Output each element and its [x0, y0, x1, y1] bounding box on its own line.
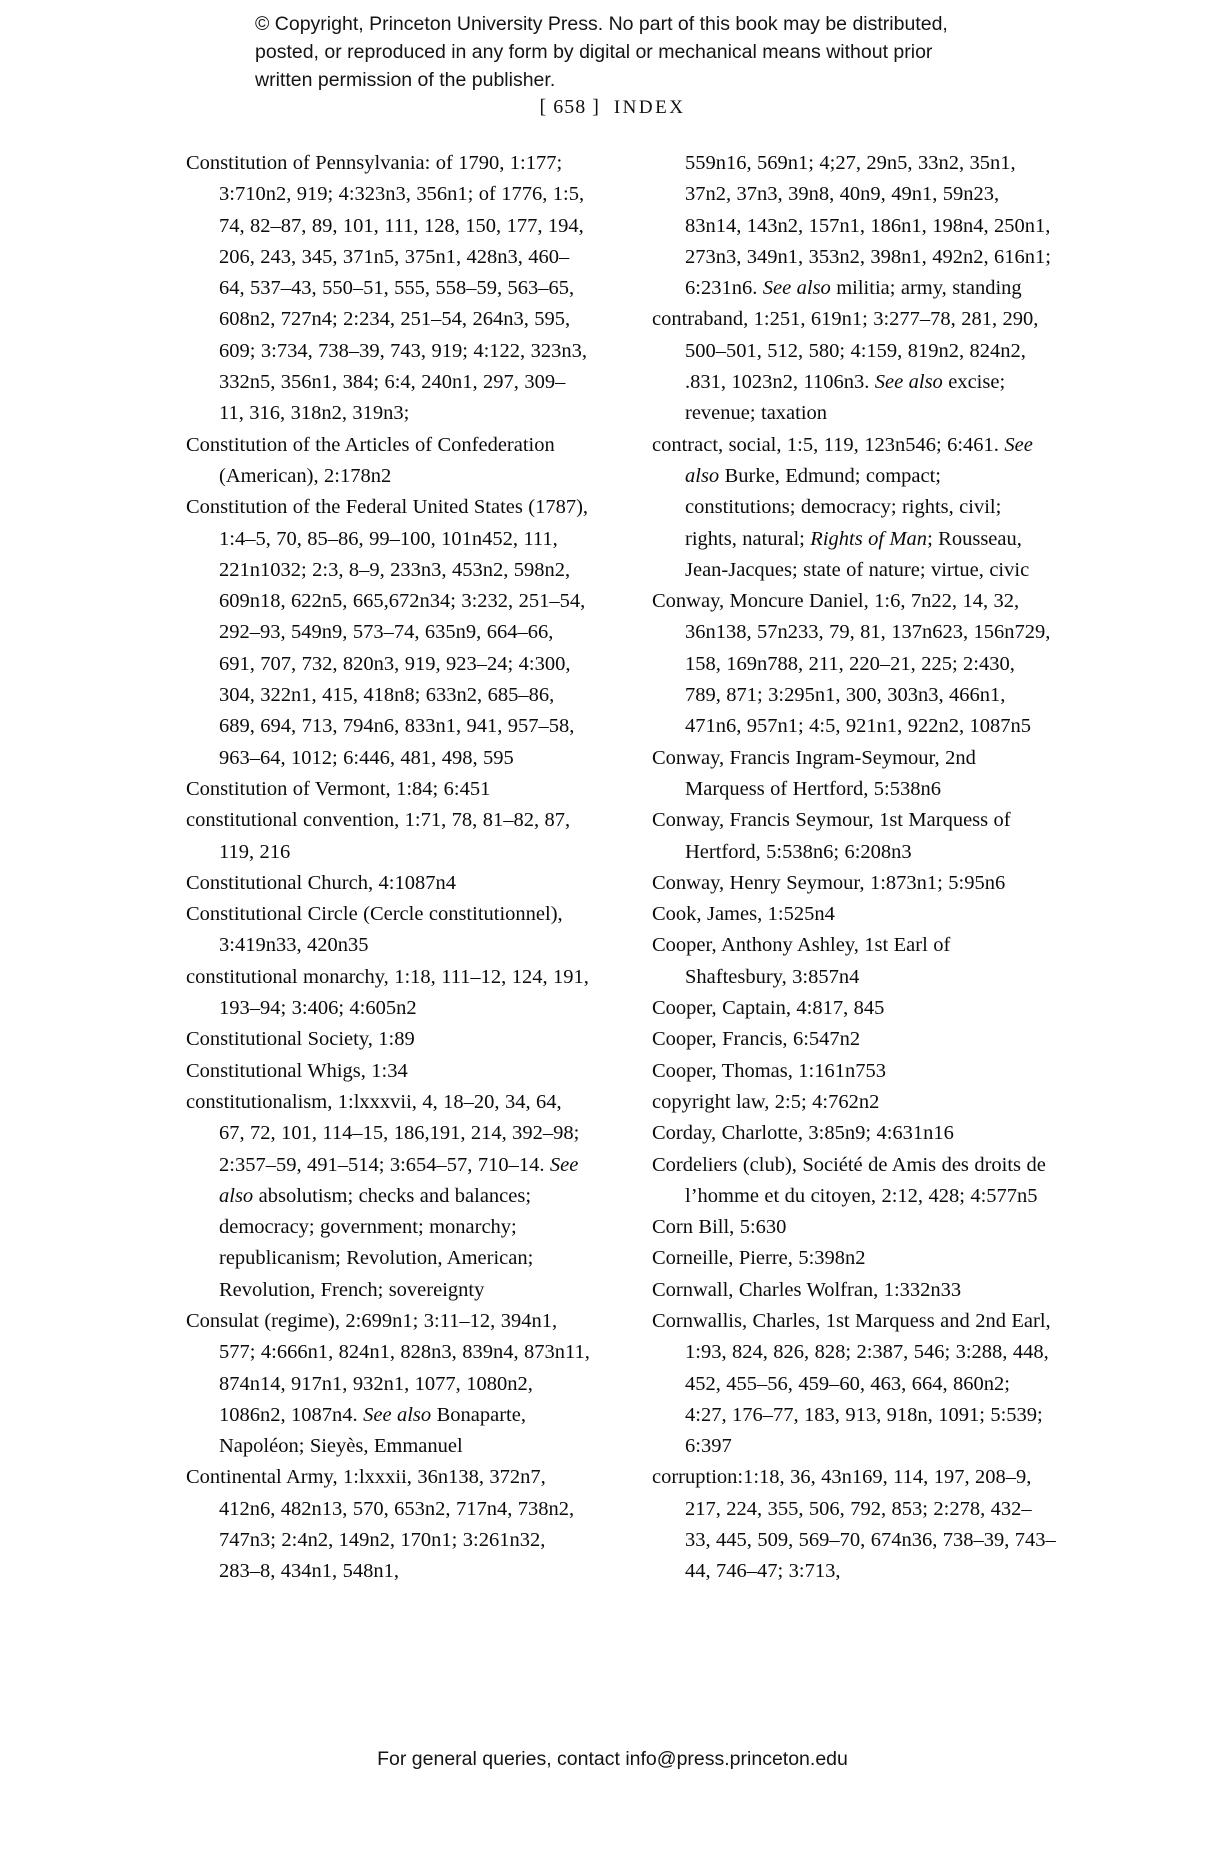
- index-entry: Cooper, Francis, 6:547n2: [652, 1028, 861, 1051]
- index-entry: Corday, Charlotte, 3:85n9; 4:631n16: [652, 1122, 954, 1145]
- index-entry: Cooper, Anthony Ashley, 1st Earl of Shaftesbury, 3:857n4: [652, 934, 951, 988]
- index-entry: Conway, Francis Ingram-Seymour, 2nd Marquess of Hertford, 5:538n6: [652, 746, 976, 800]
- index-entry: Constitution of Pennsylvania: of 1790, 1:177; 3:710n2, 919; 4:323n3, 356n1; of 1776, 1:5, 74, 82–87, 89, 101, 111, 128, 150, 177, 194, 206, 243, 345, 371n5, 375n1, 428n3, 460–64, 537–43, 550–51, 555, 558–59, 563–65, 608n2, 727n4; 2:234, 251–54, 264n3, 595, 609; 3:734, 738–39, 743, 919; 4:122, 323n3, 332n5, 356n1, 384; 6:4, 240n1, 297, 309–11, 316, 318n2, 319n3;: [186, 152, 587, 425]
- index-entry: Constitution of the Federal United States (1787), 1:4–5, 70, 85–86, 99–100, 101n452, 111, 221n1032; 2:3, 8–9, 233n3, 453n2, 598n2, 609n18, 622n5, 665,672n34; 3:232, 251–54, 292–93, 549n9, 573–74, 635n9, 664–66, 691, 707, 732, 820n3, 919, 923–24; 4:300, 304, 322n1, 415, 418n8; 633n2, 685–86, 689, 694, 713, 794n6, 833n1, 941, 957–58, 963–64, 1012; 6:446, 481, 498, 595: [186, 496, 589, 769]
- index-entry-continued: 559n16, 569n1; 4;27, 29n5, 33n2, 35n1, 37n2, 37n3, 39n8, 40n9, 49n1, 59n23, 83n14, 143n2, 157n1, 186n1, 198n4, 250n1, 273n3, 349n1, 353n2, 398n1, 492n2, 616n1; 6:231n6. See also militia; army, standing: [685, 152, 1051, 300]
- index-entry: Cornwallis, Charles, 1st Marquess and 2nd Earl, 1:93, 824, 826, 828; 2:387, 546; 3:288, 448, 452, 455–56, 459–60, 463, 664, 860n2; 4:27, 176–77, 183, 913, 918n, 1091; 5:539; 6:397: [652, 1309, 1051, 1458]
- index-columns: [186, 148, 1056, 1588]
- index-entry: constitutionalism, 1:lxxxvii, 4, 18–20, 34, 64, 67, 72, 101, 114–15, 186,191, 214, 392–98; 2:357–59, 491–514; 3:654–57, 710–14. See also absolutism; checks and balances; democracy; government; monarchy; republicanism; Revolution, American; Revolution, French; sovereignty: [186, 1090, 580, 1301]
- index-entry: Conway, Francis Seymour, 1st Marquess of Hertford, 5:538n6; 6:208n3: [652, 809, 1011, 863]
- index-entry: Conway, Moncure Daniel, 1:6, 7n22, 14, 32, 36n138, 57n233, 79, 81, 137n623, 156n729, 158, 169n788, 211, 220–21, 225; 2:430, 789, 871; 3:295n1, 300, 303n3, 466n1, 471n6, 957n1; 4:5, 921n1, 922n2, 1087n5: [652, 590, 1051, 738]
- index-entry: Constitutional Church, 4:1087n4: [186, 871, 456, 894]
- index-entry: Corn Bill, 5:630: [652, 1216, 787, 1239]
- index-column-right: [652, 148, 1056, 1588]
- index-entry: Constitutional Whigs, 1:34: [186, 1059, 408, 1082]
- index-entry: Cooper, Thomas, 1:161n753: [652, 1059, 886, 1082]
- index-entry: contraband, 1:251, 619n1; 3:277–78, 281, 290, 500–501, 512, 580; 4:159, 819n2, 824n2, .831, 1023n2, 1106n3. See also excise; revenue; taxation: [652, 308, 1039, 425]
- index-entry: Continental Army, 1:lxxxii, 36n138, 372n7, 412n6, 482n13, 570, 653n2, 717n4, 738n2, 747n3; 2:4n2, 149n2, 170n1; 3:261n32, 283–8, 434n1, 548n1,: [186, 1466, 575, 1583]
- page-folio: [ 658 ]: [539, 96, 600, 118]
- index-entry: Constitution of the Articles of Confederation (American), 2:178n2: [186, 433, 555, 487]
- copyright-notice: © Copyright, Princeton University Press. No part of this book may be distributed, posted, or reproduced in any form by digital or mechanical means without prior written permission of the publisher.: [255, 13, 948, 91]
- index-entry: Conway, Henry Seymour, 1:873n1; 5:95n6: [652, 871, 1006, 894]
- index-entry: Constitutional Society, 1:89: [186, 1028, 415, 1051]
- index-entry: Consulat (regime), 2:699n1; 3:11–12, 394n1, 577; 4:666n1, 824n1, 828n3, 839n4, 873n11, 874n14, 917n1, 932n1, 1077, 1080n2, 1086n2, 1087n4. See also Bonaparte, Napoléon; Sieyès, Emmanuel: [186, 1309, 590, 1458]
- index-entry: copyright law, 2:5; 4:762n2: [652, 1090, 880, 1113]
- index-entry: Constitutional Circle (Cercle constitutionnel), 3:419n33, 420n35: [186, 903, 563, 957]
- index-entry: Cook, James, 1:525n4: [652, 903, 835, 926]
- index-column-left: [186, 148, 590, 1588]
- footer-notice: For general queries, contact info@press.princeton.edu: [377, 1748, 848, 1770]
- index-entry: corruption:1:18, 36, 43n169, 114, 197, 208–9, 217, 224, 355, 506, 792, 853; 2:278, 432–33, 445, 509, 569–70, 674n36, 738–39, 743–44, 746–47; 3:713,: [652, 1466, 1056, 1583]
- index-entry: Cooper, Captain, 4:817, 845: [652, 997, 885, 1020]
- index-entry: constitutional convention, 1:71, 78, 81–82, 87, 119, 216: [186, 809, 571, 863]
- index-entry: Cornwall, Charles Wolfran, 1:332n33: [652, 1278, 962, 1301]
- index-entry: constitutional monarchy, 1:18, 111–12, 124, 191, 193–94; 3:406; 4:605n2: [186, 965, 589, 1020]
- index-entry: Corneille, Pierre, 5:398n2: [652, 1247, 866, 1270]
- page-title: INDEX: [613, 97, 686, 118]
- running-head: [0, 96, 1225, 119]
- index-entry: contract, social, 1:5, 119, 123n546; 6:461. See also Burke, Edmund; compact; constitutions; democracy; rights, civil; rights, natural; Rights of Man; Rousseau, Jean-Jacques; state of nature; virtue, civic: [652, 433, 1033, 581]
- index-entry: Cordeliers (club), Société de Amis des droits de l’homme et du citoyen, 2:12, 428; 4:577n5: [652, 1153, 1046, 1207]
- index-entry: Constitution of Vermont, 1:84; 6:451: [186, 777, 491, 800]
